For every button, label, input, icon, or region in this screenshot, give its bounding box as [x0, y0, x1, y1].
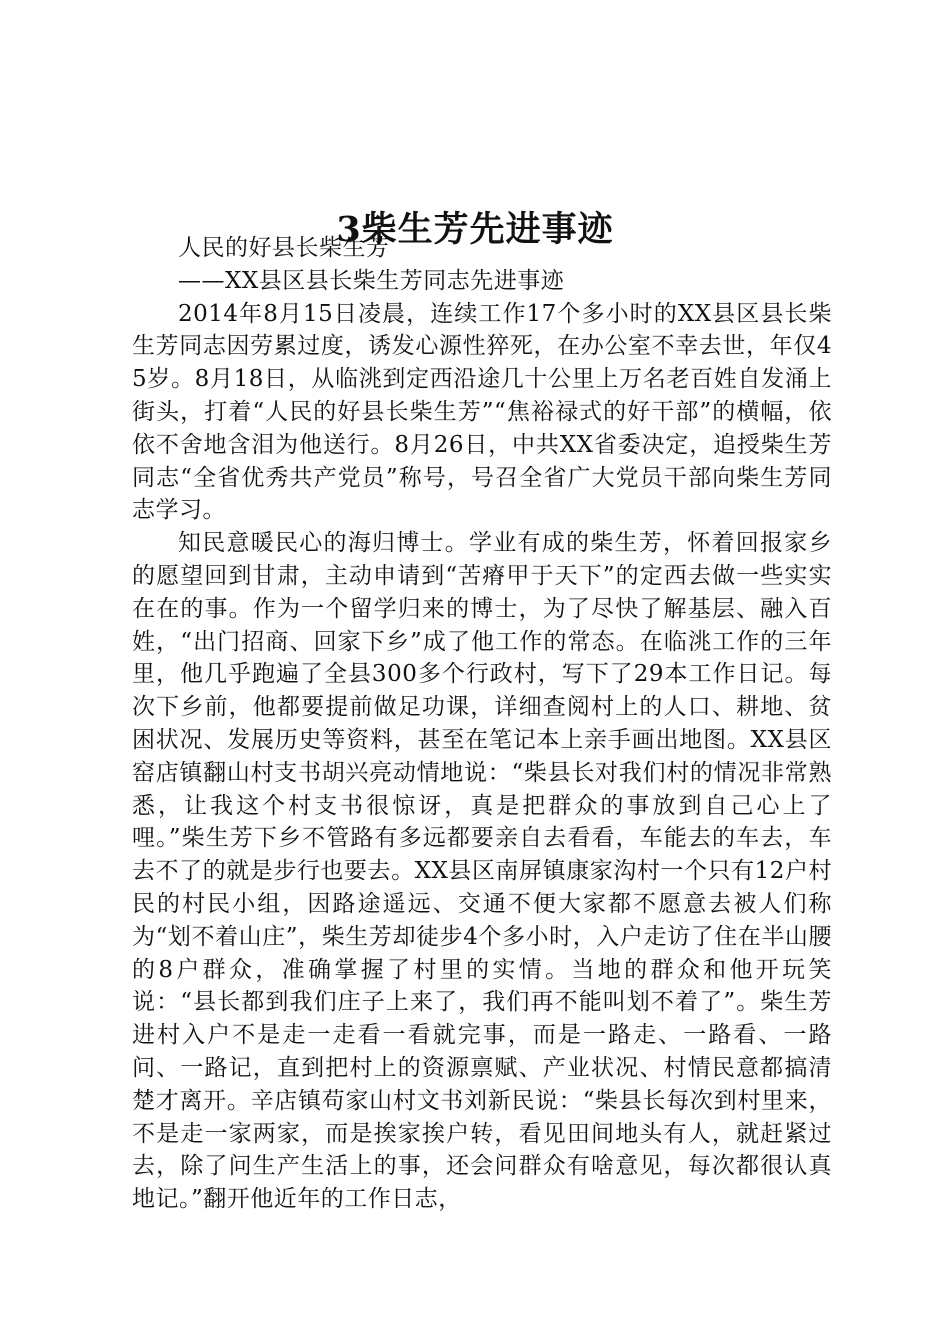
body-paragraph: 知民意暖民心的海归博士。学业有成的柴生芳，怀着回报家乡的愿望回到甘肃，主动申请到“苦瘠甲于天下”的定西去做一些实实在在的事。作为一个留学归来的博士，为了尽快了解基层、融入百姓，“出门招商、回家下乡”成了他工作的常态。在临洮工作的三年里，他几乎跑遍了全县300多个行政村，写下了29本工作日记。每次下乡前，他都要提前做足功课，详细查阅村上的人口、耕地、贫困状况、发展历史等资料，甚至在笔记本上亲手画出地图。XX县区窑店镇翻山村支书胡兴亮动情地说：“柴县长对我们村的情况非常熟悉，让我这个村支书很惊讶，真是把群众的事放到自己心上了哩。”柴生芳下乡不管路有多远都要亲自去看看，车能去的车去，车去不了的就是步行也要去。XX县区南屏镇康家沟村一个只有12户村民的村民小组，因路途遥远、交通不便大家都不愿意去被人们称为“划不着山庄”，柴生芳却徒步4个多小时，入户走访了住在半山腰的8户群众，准确掌握了村里的实情。当地的群众和他开玩笑说：“县长都到我们庄子上来了，我们再不能叫划不着了”。柴生芳进村入户不是走一走看一看就完事，而是一路走、一路看、一路问、一路记，直到把村上的资源禀赋、产业状况、村情民意都搞清楚才离开。辛店镇苟家山村文书刘新民说：“柴县长每次到村里来，不是走一家两家，而是挨家挨户转，看见田间地头有人，就赶紧过去，除了问生产生活上的事，还会问群众有啥意见，每次都很认真地记。”翻开他近年的工作日志，	[132, 530, 832, 1213]
subtitle-line: 人民的好县长柴生芳	[178, 235, 390, 261]
body-paragraph: 2014年8月15日凌晨，连续工作17个多小时的XX县区县长柴生芳同志因劳累过度，诱发心源性猝死，在办公室不幸去世，年仅45岁。8月18日，从临洮到定西沿途几十公里上万名老百姓自发涌上街头，打着“人民的好县长柴生芳”“焦裕禄式的好干部”的横幅，依依不舍地含泪为他送行。8月26日，中共XX省委决定，追授柴生芳同志“全省优秀共产党员”称号，号召全省广大党员干部向柴生芳同志学习。	[132, 300, 832, 524]
subtitle-byline: ——XX县区县长柴生芳同志先进事迹	[178, 267, 565, 294]
document-body	[132, 232, 832, 1216]
document-title: 3柴生芳先进事迹	[336, 209, 614, 251]
